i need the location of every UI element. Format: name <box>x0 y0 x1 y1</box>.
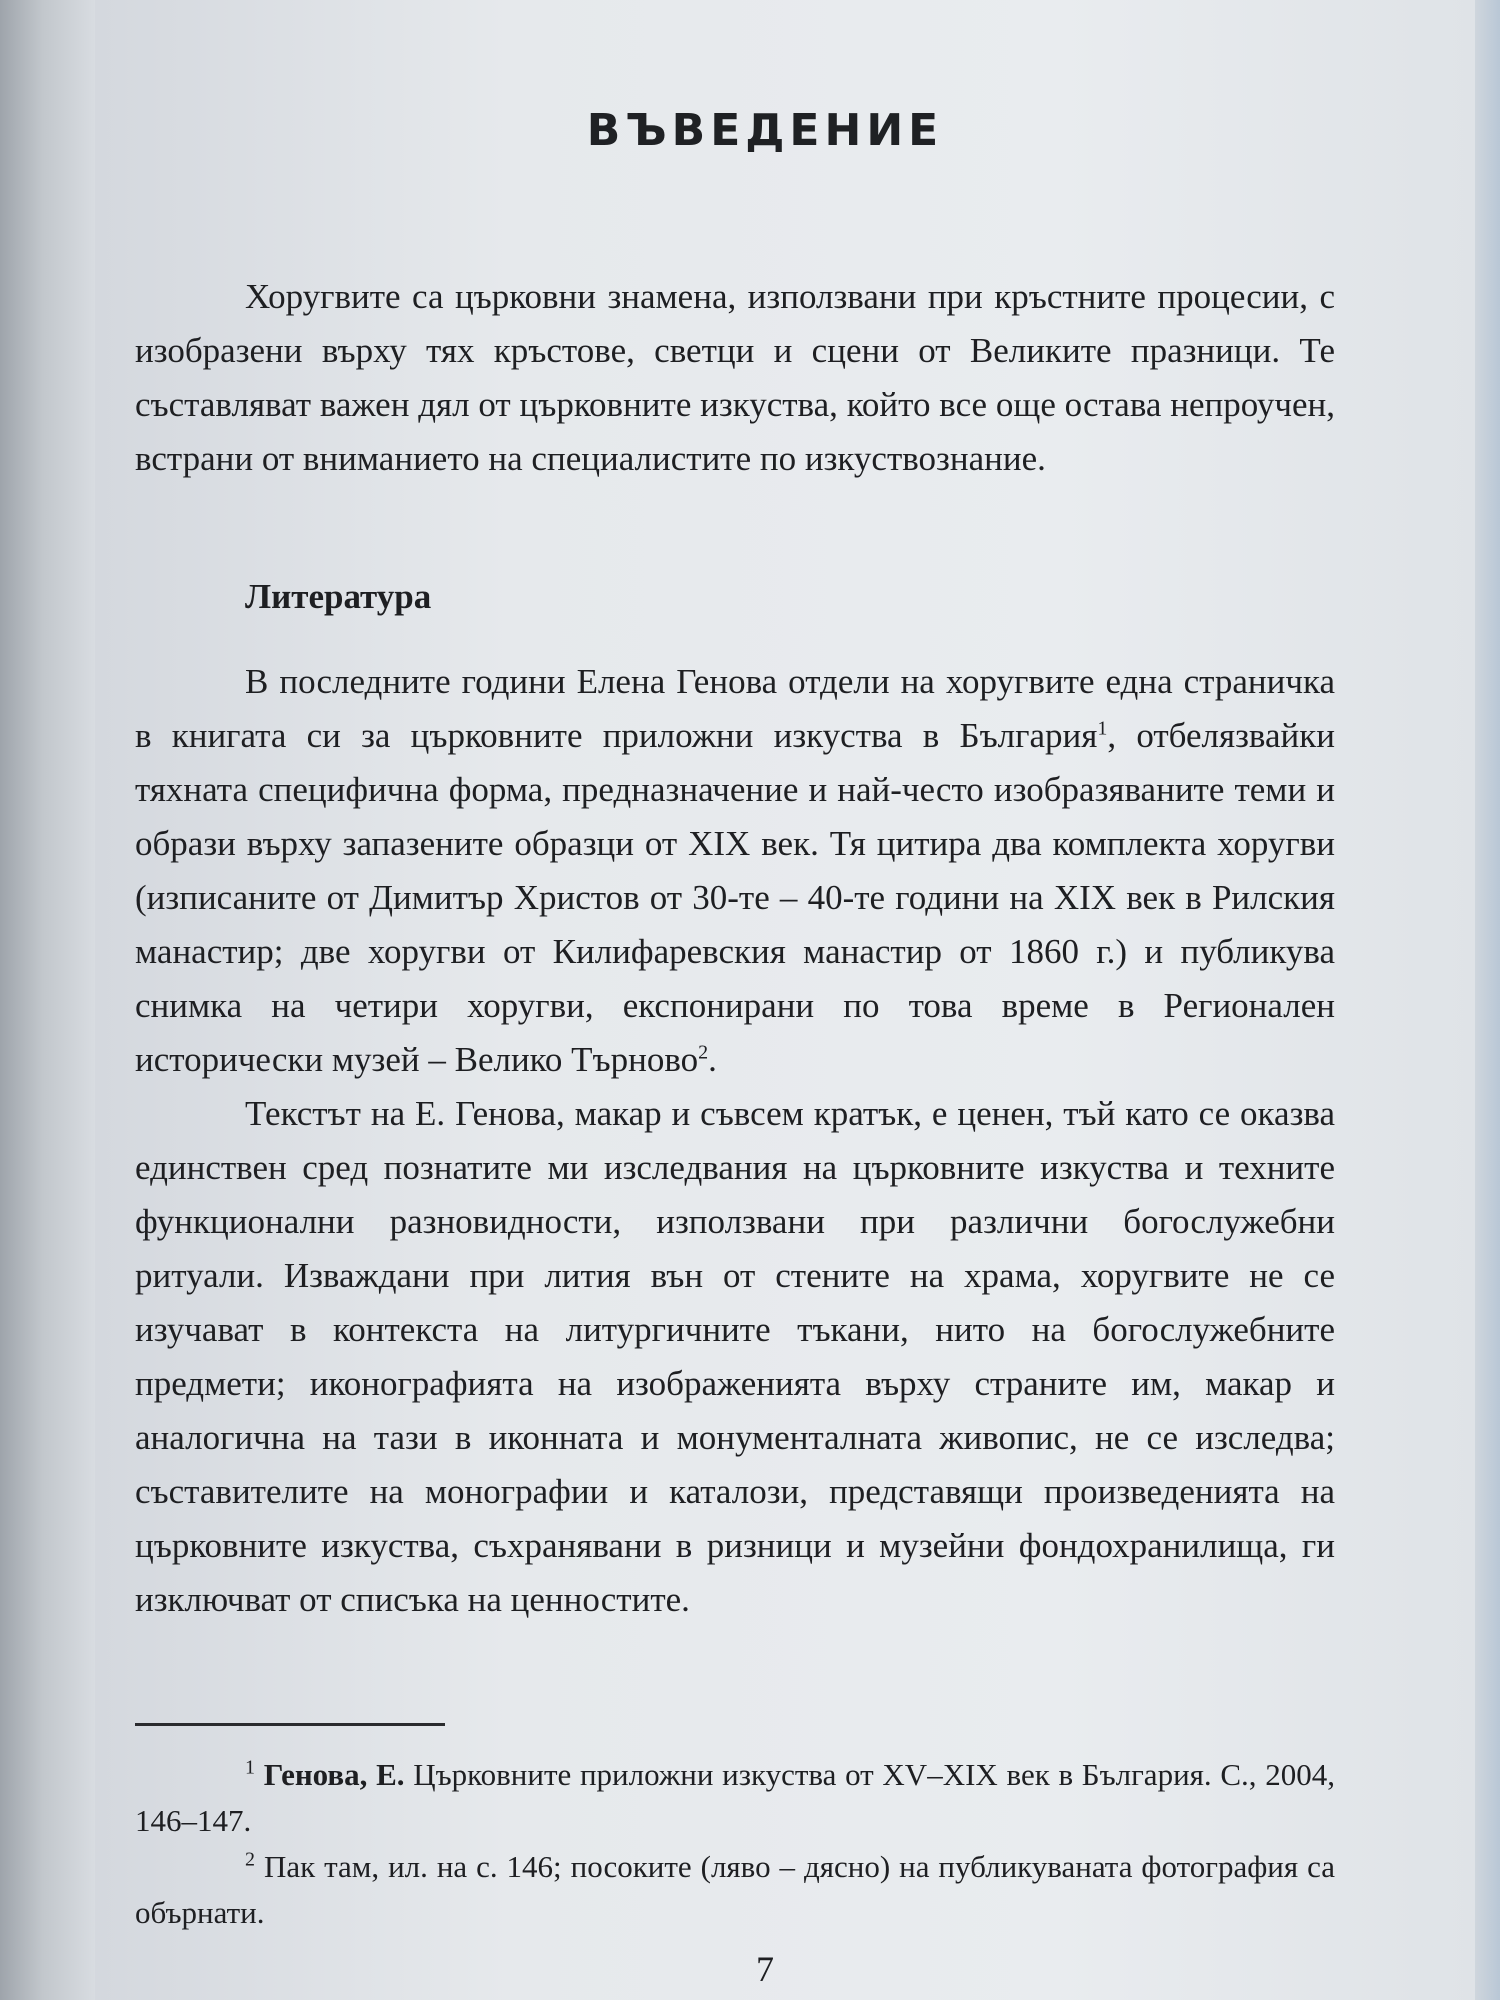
para1-part3: . <box>708 1040 717 1079</box>
intro-text: Хоругвите са църковни знамена, използвани при кръстните процесии, с изобразени върху тях кръстове, светци и сцени от Великите празници. Те съставляват важен дял от църковните изкуства, който все още остава непроучен, встрани от вниманието на специалистите по изкуствознание. <box>135 277 1335 478</box>
footnote-2 <box>135 1844 1335 1936</box>
literature-paragraph-2: Текстът на Е. Генова, макар и съвсем кратък, е ценен, тъй като се оказва единствен сред познатите ми изследвания на църковните изкуства и техните функционални разновидности, използвани при различни богослужебни ритуали. Изваждани при лития вън от стените на храма, хоругвите не се изучават в контекста на литургичните тъкани, нито на богослужебните предмети; иконографията на изображенията върху страните им, макар и аналогична на тази в иконната и монументалната живопис, не се изследва; съставителите на монографии и каталози, представящи произведенията на църковните изкуства, съхранявани в ризници и музейни фондохранилища, ги изключват от списъка на ценностите. <box>135 1094 1335 1619</box>
footnote-2-number: 2 <box>245 1848 255 1871</box>
footnote-ref-2: 2 <box>698 1041 709 1064</box>
book-spine-shadow <box>0 0 95 2000</box>
footnote-ref-1: 1 <box>1097 717 1108 740</box>
footnote-separator <box>135 1723 445 1726</box>
footnote-1-number: 1 <box>245 1756 255 1779</box>
chapter-heading: ВЪВЕДЕНИЕ <box>586 105 944 156</box>
footnote-1-text: Църковните приложни изкуства от XV–XIX век в България. С., 2004, 146–147. <box>135 1757 1335 1838</box>
footnote-1 <box>135 1752 1335 1844</box>
literature-paragraph-1 <box>135 655 1335 1087</box>
footnote-1-author: Генова, Е. <box>263 1757 405 1792</box>
para1-part1: В последните години Елена Генова отдели на хоругвите една страничка в книгата си за църковните приложни изкуства в България <box>135 662 1335 755</box>
book-page <box>95 0 1475 2000</box>
page-number: 7 <box>756 1949 774 1989</box>
intro-paragraph <box>135 270 1335 486</box>
para1-part2: , отбелязвайки тяхната специфична форма, предназначение и най-често изобразяваните теми и образи върху запазените образци от XIX век. Тя цитира два комплекта хоругви (изписаните от Димитър Христов от 30-те – 40-те години на XIX век в Рилския манастир; две хоругви от Килифаревския манастир от 1860 г.) и публикува снимка на четири хоругви, експонирани по това време в Регионален исторически музей – Велико Търново <box>135 716 1335 1079</box>
page-edge <box>1475 0 1500 2000</box>
section-title: Литература <box>245 577 432 616</box>
footnote-2-text: Пак там, ил. на с. 146; посоките (ляво – дясно) на публикуваната фотография са обърнати. <box>135 1849 1335 1930</box>
literature-section <box>135 655 1335 1627</box>
footnotes <box>135 1752 1335 1936</box>
